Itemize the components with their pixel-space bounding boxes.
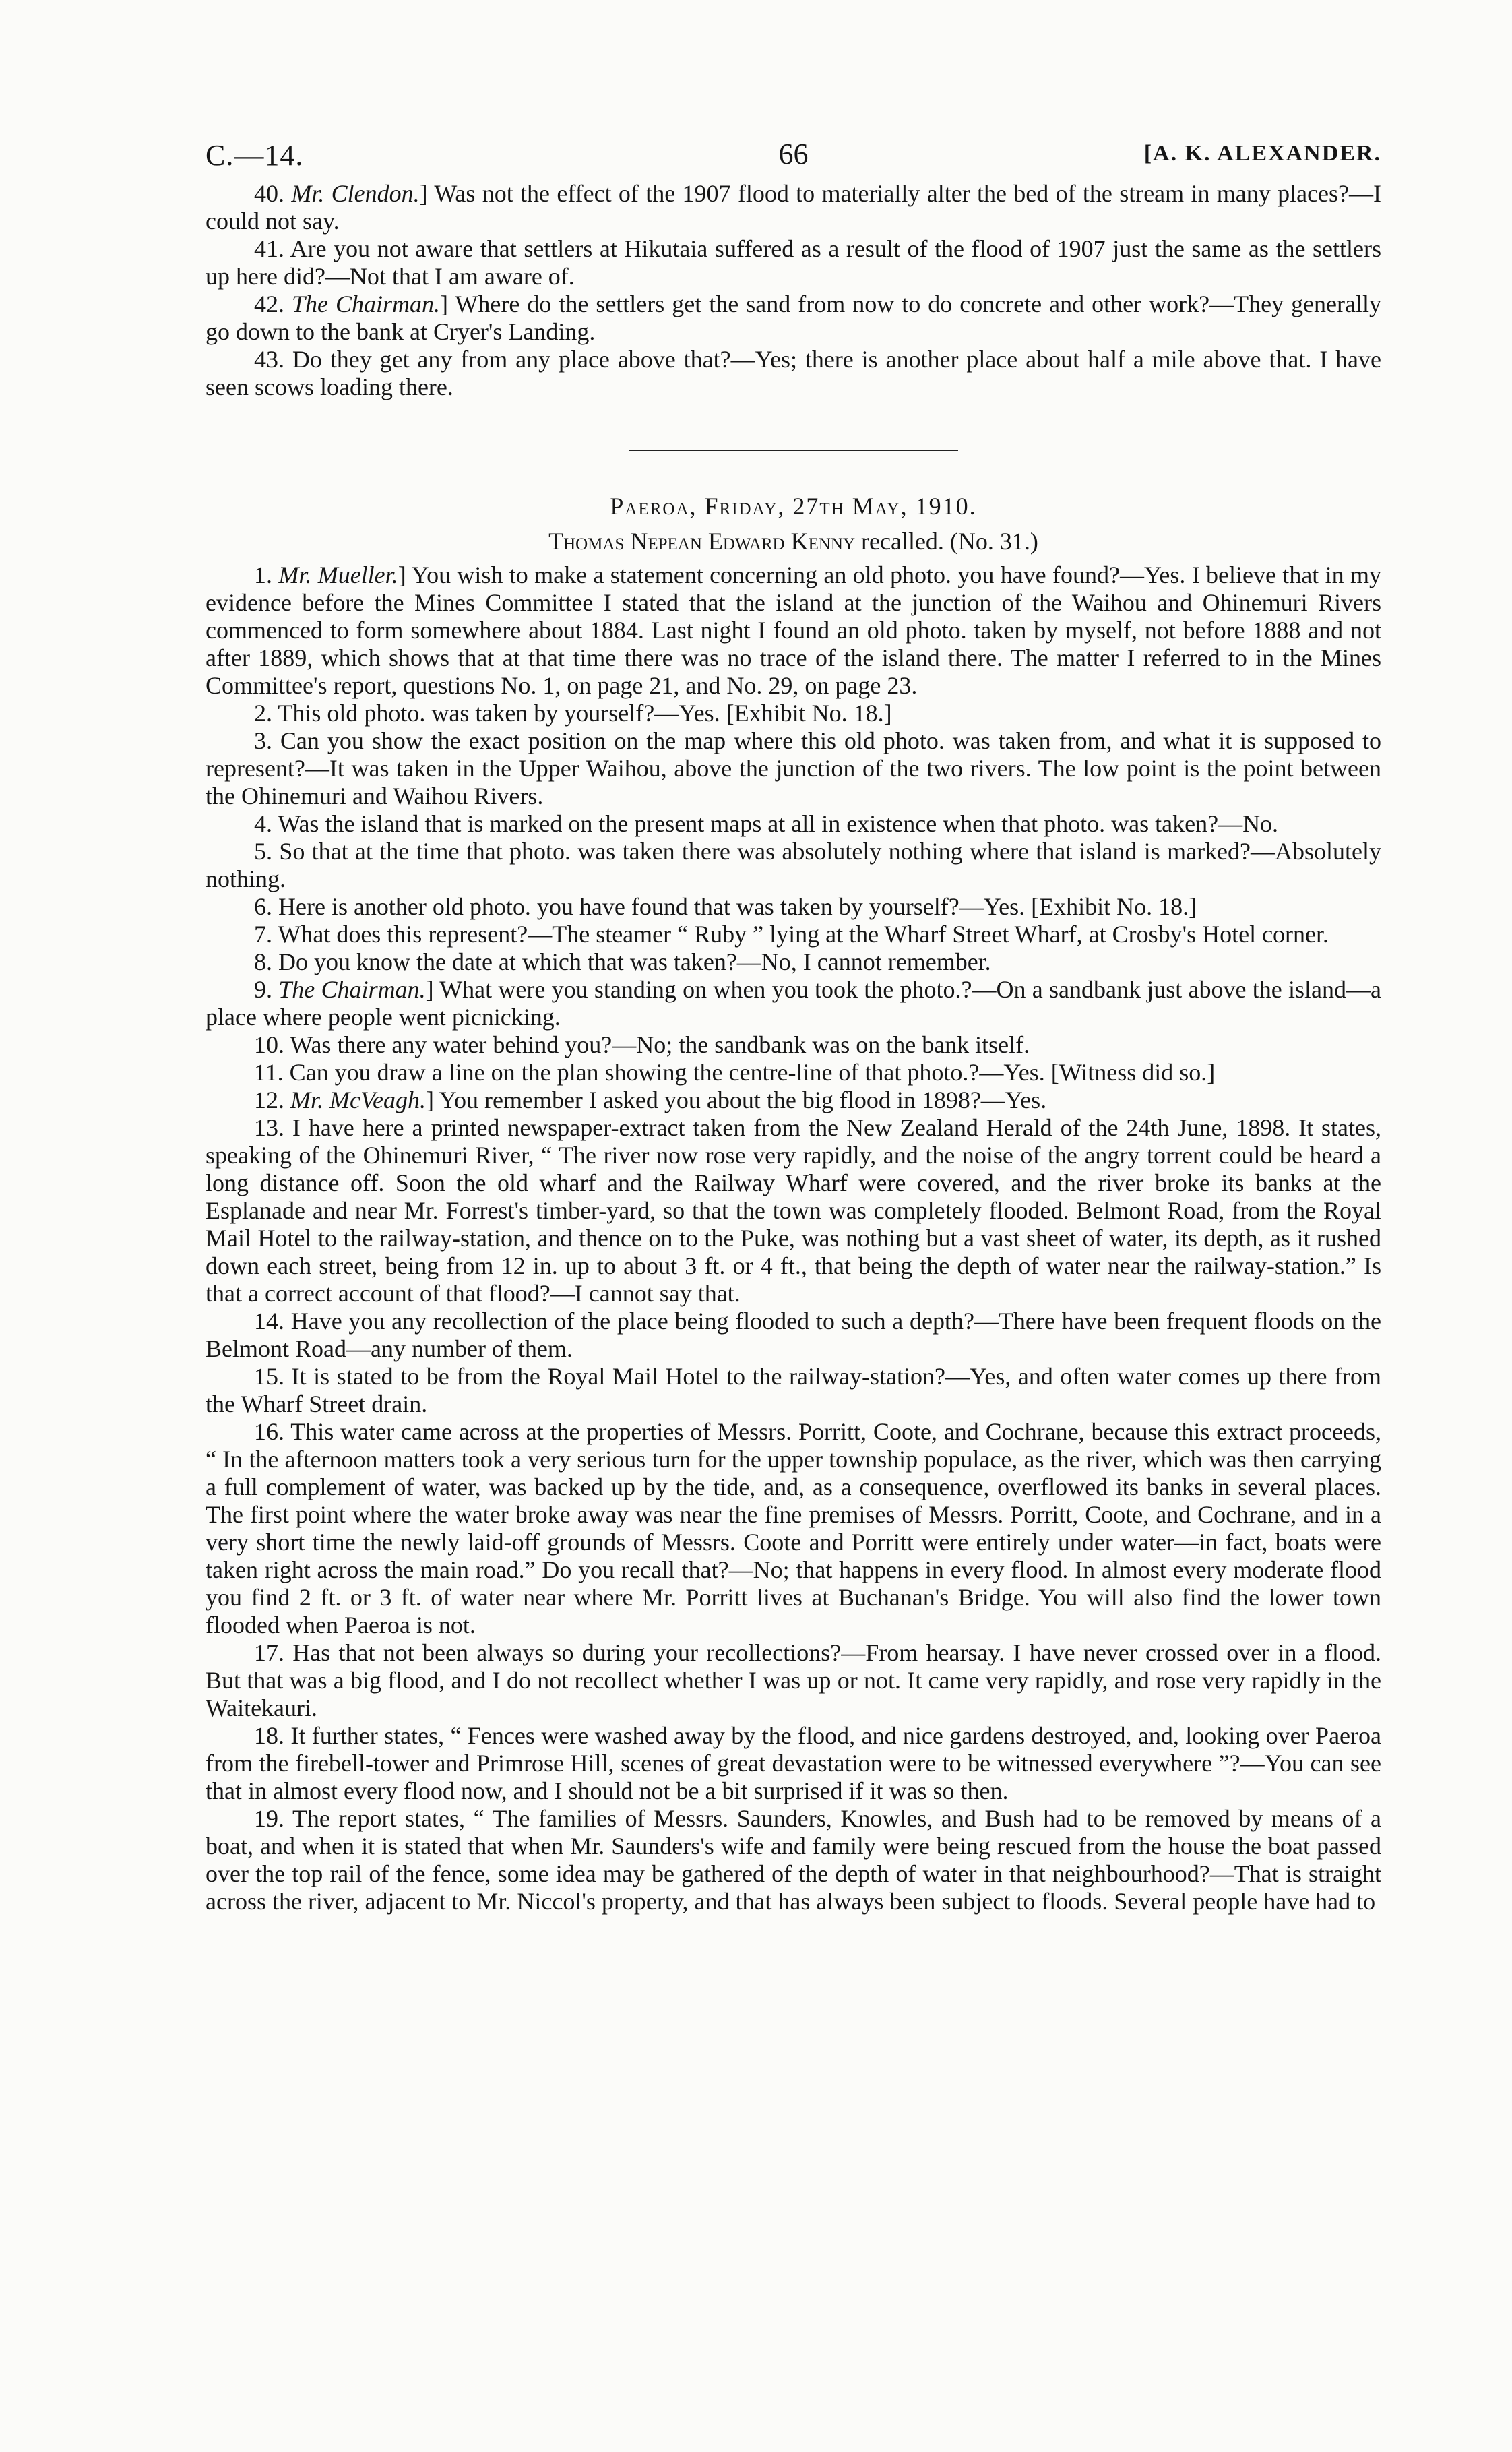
question-14: 14. Have you any recollection of the place being flooded to such a depth?—There have been frequent floods on the Belmont Road—any number of them. [206,1308,1381,1362]
speaker-name: Mr. Clendon. [291,180,420,207]
question-18: 18. It further states, “ Fences were washed away by the flood, and nice gardens destroyed, and, looking over Paeroa from the firebell-tower and Primrose Hill, scenes of great devastation were to be witnessed everywhere ”?—You can see that in almost every flood now, and I should not be a bit surprised if it was so then. [206,1722,1381,1804]
question-4: 4. Was the island that is marked on the present maps at all in existence when that photo. was taken?—No. [254,810,1279,837]
question-11: 11. Can you draw a line on the plan showing the centre-line of that photo.?—Yes. [Witness did so.] [254,1059,1216,1086]
question-41: 41. Are you not aware that settlers at Hikutaia suffered as a result of the flood of 1907 just the same as the settlers up here did?—Not that I am aware of. [206,235,1381,290]
question-6: 6. Here is another old photo. you have found that was taken by yourself?—Yes. [Exhibit No. 18.] [254,893,1197,920]
question-3: 3. Can you show the exact position on the map where this old photo. was taken from, and what it is supposed to represent?—It was taken in the Upper Waihou, above the junction of the two rivers. The low point is the point between the Ohinemuri and Waihou Rivers. [206,727,1382,809]
question-13: 13. I have here a printed newspaper-extract taken from the New Zealand Herald of the 24th June, 1898. It states, speaking of the Ohinemuri River, “ The river now rose very rapidly, and the noise of the angry torrent could be heard a long distance off. Soon the old wharf and the Railway Wharf were covered, and the river broke its banks at the Esplanade and near Mr. Forrest's timber-yard, so that the town was completely flooded. Belmont Road, from the Royal Mail Hotel to the railway-station, and thence on to the Puke, was nothing but a vast sheet of water, its depth, as it rushed down each street, being from 12 in. up to about 3 ft. or 4 ft., that being the depth of water near the railway-station.” Is that a correct account of that flood?—I cannot say that. [206,1114,1382,1307]
page-number: 66 [778,137,809,171]
witness-running-head: [A. K. ALEXANDER. [1143,141,1381,166]
question-16: 16. This water came across at the properties of Messrs. Porritt, Coote, and Cochrane, because this extract proceeds, “ In the afternoon matters took a very serious turn for the upper township populace, as the river, which was then carrying a full complement of water, was backed up by the tide, and, as a consequence, overflowed its banks in several places. The first point where the water broke away was near the fine premises of Messrs. Porritt, Coote, and Cochrane, and in a very short time the newly laid-off grounds of Messrs. Coote and Porritt were entirely under water—in fact, boats were taken right across the main road.” Do you recall that?—No; that happens in every flood. In almost every moderate flood you find 2 ft. or 3 ft. of water near where Mr. Porritt lives at Buchanan's Bridge. You will also find the lower town flooded when Paeroa is not. [206,1418,1381,1638]
document-page [206,131,1381,1915]
question-17: 17. Has that not been always so during your recollections?—From hearsay. I have never crossed over in a flood. But that was a big flood, and I do not recollect whether I was up or not. It came very rapidly, and rose very rapidly in the Waitekauri. [206,1639,1382,1721]
session-date: Paeroa, Friday, 27th May, 1910. [610,493,977,520]
question-2: 2. This old photo. was taken by yourself?—Yes. [Exhibit No. 18.] [254,700,892,727]
paper-reference: C.—14. [206,139,304,172]
evidence-part-2 [206,561,1381,1915]
question-43: 43. Do they get any from any place above that?—Yes; there is another place about half a mile above that. I have seen scows loading there. [206,346,1382,400]
question-12: 12. Mr. McVeagh.] You remember I asked you about the big flood in 1898?—Yes. [254,1086,1047,1113]
section-divider [629,450,958,451]
question-19: 19. The report states, “ The families of Messrs. Saunders, Knowles, and Bush had to be removed by means of a boat, and when it is stated that when Mr. Saunders's wife and family were being rescued from the house the boat passed over the top rail of the fence, some idea may be gathered of the depth of water in that neighbourhood?—That is straight across the river, adjacent to Mr. Niccol's property, and that has always been subject to floods. Several people have had to [206,1805,1381,1915]
question-8: 8. Do you know the date at which that was taken?—No, I cannot remember. [254,948,991,975]
question-42: 42. The Chairman.] Where do the settlers get the sand from now to do concrete and other work?—They generally go down to the bank at Cryer's Landing. [206,290,1381,345]
question-5: 5. So that at the time that photo. was taken there was absolutely nothing where that island is marked?—Absolutely nothing. [206,838,1382,892]
question-10: 10. Was there any water behind you?—No; the sandbank was on the bank itself. [254,1031,1030,1058]
speaker-name: Mr. McVeagh. [290,1086,426,1113]
question-15: 15. It is stated to be from the Royal Mail Hotel to the railway-station?—Yes, and often water comes up there from the Wharf Street drain. [206,1363,1382,1417]
speaker-name: The Chairman. [278,976,426,1003]
evidence-part-1 [206,180,1381,401]
question-1: 1. Mr. Mueller.] You wish to make a statement concerning an old photo. you have found?—Yes. I believe that in my evidence before the Mines Committee I stated that the island at the junction of the Waihou and Ohinemuri Rivers commenced to form somewhere about 1884. Last night I found an old photo. taken by myself, not before 1888 and not after 1889, which shows that at that time there was no trace of the island there. The matter I referred to in the Mines Committee's report, questions No. 1, on page 21, and No. 29, on page 23. [206,561,1382,699]
question-9: 9. The Chairman.] What were you standing on when you took the photo.?—On a sandbank just above the island—a place where people went picnicking. [206,976,1381,1031]
witness-heading: Thomas Nepean Edward Kenny recalled. (No. 31.) [548,528,1038,555]
page-header [206,131,1381,180]
question-40: 40. Mr. Clendon.] Was not the effect of the 1907 flood to materially alter the bed of the stream in many places?—I could not say. [206,180,1382,235]
speaker-name: Mr. Mueller. [278,561,398,588]
question-7: 7. What does this represent?—The steamer “ Ruby ” lying at the Wharf Street Wharf, at Crosby's Hotel corner. [254,921,1329,948]
witness-name: Thomas Nepean Edward Kenny [548,528,856,555]
speaker-name: The Chairman. [292,290,441,317]
